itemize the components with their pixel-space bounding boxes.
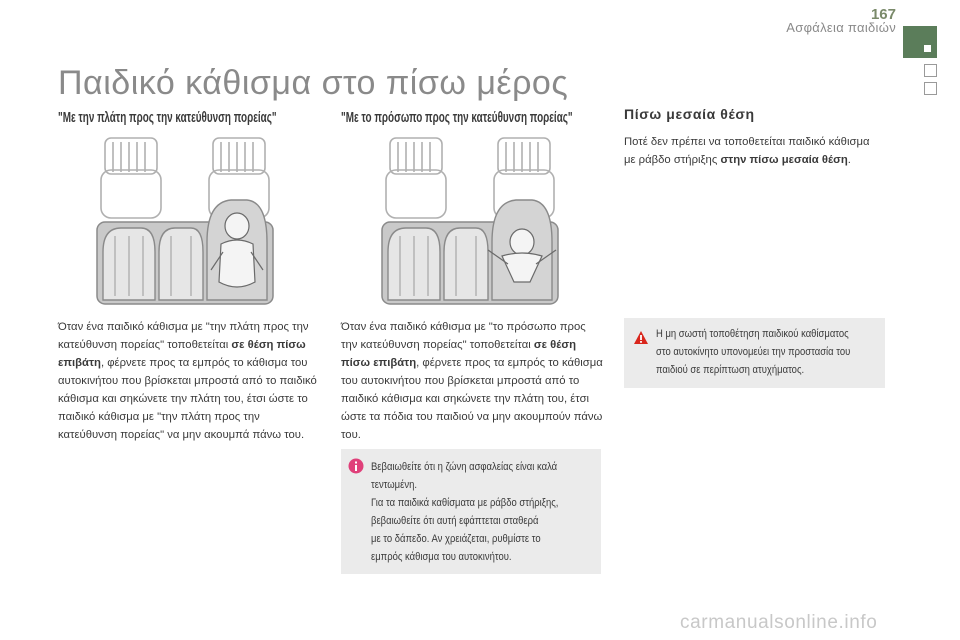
forward-facing-text [341, 318, 603, 444]
info-note [341, 449, 601, 574]
info-line: Για τα παιδικά καθίσματα με ράβδο στήριξης, [371, 497, 559, 509]
page-title: Παιδικό κάθισμα στο πίσω μέρος [58, 64, 569, 102]
forward-facing-text-a: Όταν ένα παιδικό κάθισμα με "το πρόσωπο προς την κατεύθυνση πορείας" τοποθετείται [341, 321, 586, 351]
warning-line: στο αυτοκίνητο υπονομεύει την προστασία του [656, 346, 851, 358]
section-title: Ασφάλεια παιδιών [786, 20, 896, 35]
warning-note [624, 318, 885, 388]
warning-icon [633, 330, 649, 346]
forward-facing-seat-illustration [380, 132, 560, 312]
rear-facing-text [58, 318, 320, 444]
page-number: 167 [870, 6, 896, 23]
info-line: Βεβαιωθείτε ότι η ζώνη ασφαλείας είναι καλά [371, 461, 558, 473]
warning-line: Η μη σωστή τοποθέτηση παιδικού καθίσματος [656, 328, 849, 340]
forward-facing-text-bold: σε θέση πίσω επιβάτη [341, 339, 576, 369]
watermark: carmanualsonline.info [680, 612, 878, 633]
rear-middle-heading: Πίσω μεσαία θέση [624, 106, 755, 122]
info-line: τεντωμένη. [371, 479, 417, 491]
info-icon [348, 458, 364, 474]
rear-facing-text-bold: σε θέση πίσω επιβάτη [58, 339, 306, 369]
rear-facing-seat-illustration [95, 132, 275, 312]
warning-line: παιδιού σε περίπτωση ατυχήματος. [656, 364, 805, 376]
rear-facing-text-a: Όταν ένα παιδικό κάθισμα με "την πλάτη προς την κατεύθυνση πορείας" τοποθετείται [58, 321, 309, 351]
rear-middle-text-b: . [847, 154, 851, 166]
info-line: με το δάπεδο. Αν χρειάζεται, ρυθμίστε το [371, 533, 541, 545]
info-note-text [371, 458, 595, 566]
rear-middle-text-bold: στην πίσω μεσαία θέση [720, 154, 848, 166]
info-line: βεβαιωθείτε ότι αυτή εφάπτεται σταθερά [371, 515, 539, 527]
chapter-tab[interactable] [924, 82, 937, 95]
warning-note-text [656, 325, 881, 379]
tab-marker-icon [924, 45, 931, 52]
chapter-tab[interactable] [924, 64, 937, 77]
chapter-tab-active[interactable] [903, 26, 937, 58]
rear-facing-heading: "Με την πλάτη προς την κατεύθυνση πορείας" [58, 109, 277, 126]
rear-facing-text-b: , φέρνετε προς τα εμπρός το κάθισμα του αυτοκινήτου που βρίσκεται μπροστά από το παιδικό κάθισμα και σηκώνετε την πλάτη του, έτσι ώστε το παιδικό κάθισμα με "την πλάτη προς την κατεύθυνση πορείας" να μην ακουμπά πάνω του. [58, 357, 317, 441]
rear-middle-text [624, 133, 870, 169]
forward-facing-text-b: , φέρνετε προς τα εμπρός το κάθισμα του αυτοκινήτου που βρίσκεται μπροστά από το παιδικό κάθισμα και σηκώνετε την πλάτη του, έτσι ώστε τα πόδια του παιδιού να μην ακουμπούν πάνω του. [341, 357, 603, 441]
info-line: εμπρός κάθισμα του αυτοκινήτου. [371, 551, 512, 563]
rear-middle-text-a: Ποτέ δεν πρέπει να τοποθετείται παιδικό κάθισμα με ράβδο στήριξης [624, 136, 870, 166]
forward-facing-heading: "Με το πρόσωπο προς την κατεύθυνση πορείας" [341, 109, 573, 126]
